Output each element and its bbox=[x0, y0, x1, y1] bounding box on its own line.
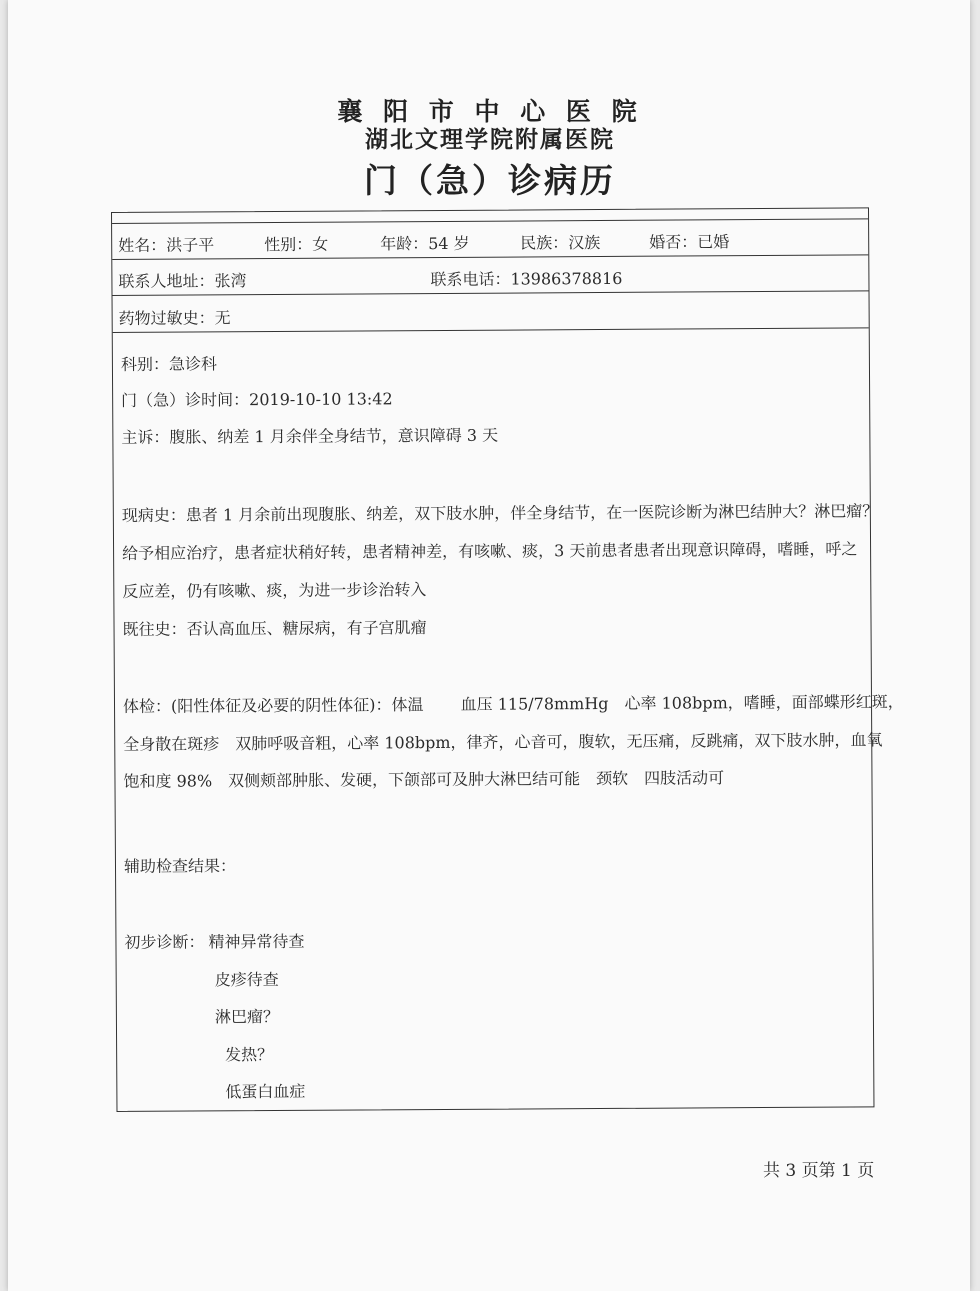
patient-info-row bbox=[112, 218, 868, 260]
physical-exam-line: 饱和度 98% 双侧颊部肿胀、发硬，下颌部可及肿大淋巴结可能 颈软 四肢活动可 bbox=[123, 768, 725, 791]
patient-sex: 性别：女 bbox=[264, 234, 329, 255]
past-history: 既往史：否认高血压、糖尿病，有子宫肌瘤 bbox=[122, 618, 427, 639]
present-illness-line: 反应差，仍有咳嗽、痰，为进一步诊治转入 bbox=[122, 580, 427, 601]
physical-exam-line: 体检：(阳性体征及必要的阴性体征)：体温 血压 115/78mmHg 心率 108bpm，嗜睡，面部蝶形红斑， bbox=[122, 692, 904, 716]
contact-phone: 联系电话：13986378816 bbox=[430, 268, 623, 290]
diagnosis-item: 皮疹待查 bbox=[214, 969, 279, 990]
patient-name: 姓名：洪子平 bbox=[118, 235, 215, 255]
chief-complaint: 主诉：腹胀、纳差 1 月余伴全身结节，意识障碍 3 天 bbox=[121, 425, 499, 447]
department: 科别：急诊科 bbox=[120, 354, 218, 374]
diagnosis-item: 精神异常待查 bbox=[208, 931, 305, 952]
page-counter: 共 3 页第 1 页 bbox=[763, 1161, 875, 1181]
allergy-row bbox=[113, 292, 869, 333]
diagnosis-item: 淋巴瘤？ bbox=[214, 1006, 279, 1027]
physical-exam-line: 全身散在斑疹 双肺呼吸音粗，心率 108bpm，律齐，心音可，腹软，无压痛，反跳痛，双下肢水肿，血氧 bbox=[123, 730, 883, 754]
visit-time: 门（急）诊时间：2019-10-10 13:42 bbox=[121, 389, 393, 410]
drug-allergy: 药物过敏史：无 bbox=[118, 308, 231, 328]
present-illness-line: 现病史：患者 1 月余前出现腹胀、纳差，双下肢水肿，伴全身结节，在一医院诊断为淋巴结肿大？淋巴瘤？ bbox=[121, 501, 879, 525]
diagnosis-item: 发热？ bbox=[225, 1045, 274, 1065]
medical-record-form bbox=[111, 207, 904, 1112]
record-title: 门（急）诊病历 bbox=[364, 161, 616, 200]
contact-row bbox=[112, 255, 868, 296]
patient-ethnicity: 民族：汉族 bbox=[520, 233, 601, 253]
patient-age: 年龄：54 岁 bbox=[380, 233, 470, 254]
hospital-name: 襄 阳 市 中 心 医 院 bbox=[337, 97, 643, 126]
present-illness-line: 给予相应治疗，患者症状稍好转，患者精神差，有咳嗽、痰，3 天前患者患者出现意识障碍，嗜睡，呼之 bbox=[122, 539, 858, 563]
diagnosis-item: 低蛋白血症 bbox=[225, 1081, 306, 1102]
preliminary-diagnosis-label: 初步诊断： bbox=[124, 932, 205, 952]
hospital-affiliation: 湖北文理学院附属医院 bbox=[365, 126, 615, 153]
patient-marital-status: 婚否：已婚 bbox=[649, 232, 730, 252]
contact-address: 联系人地址：张湾 bbox=[118, 271, 247, 291]
auxiliary-exam-results: 辅助检查结果： bbox=[123, 856, 237, 876]
